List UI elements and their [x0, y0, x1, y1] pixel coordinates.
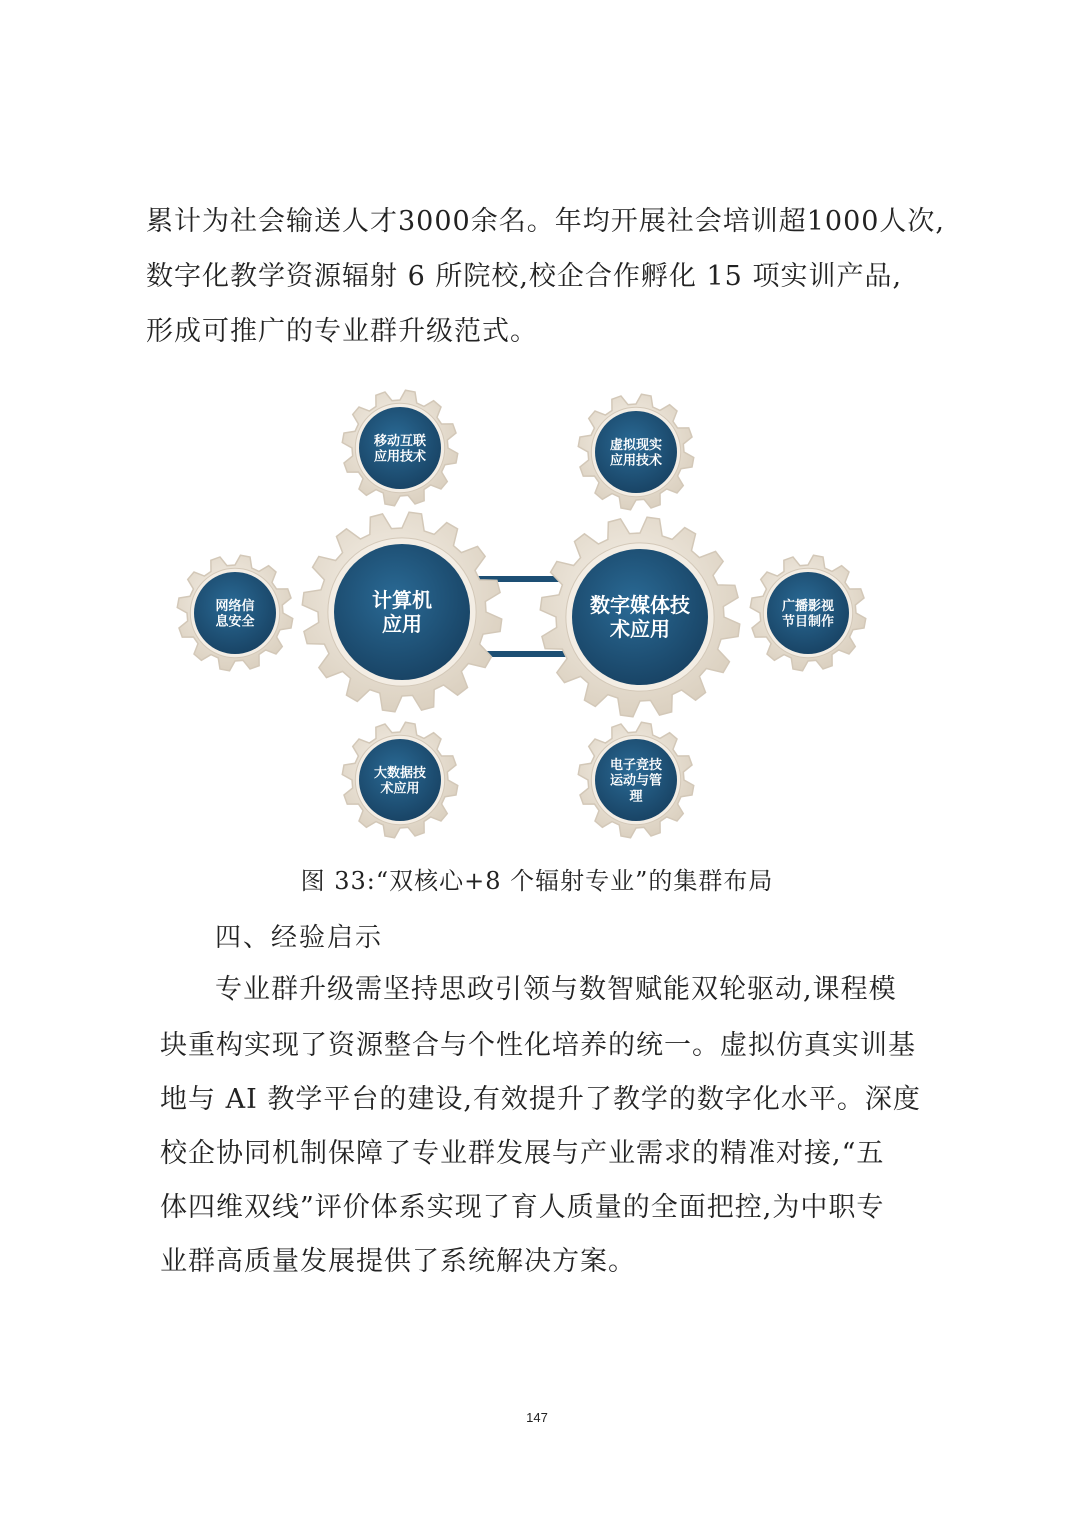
page-number: 147 [526, 1410, 548, 1425]
gear-network-security [177, 555, 292, 670]
gear-broadcast-film-label-line: 节目制作 [781, 614, 835, 630]
gear-mobile-internet [342, 390, 457, 505]
gear-core-computer-label-line: 计算机 [372, 588, 432, 613]
conclusion-line-6: 业群高质量发展提供了系统解决方案。 [160, 1246, 636, 1277]
gear-esports-label-line: 理 [629, 789, 643, 805]
gear-broadcast-film-label-line: 广播影视 [781, 598, 835, 614]
gear-virtual-reality-label-line: 应用技术 [609, 453, 663, 469]
gear-esports-label-line: 运动与管 [609, 773, 663, 789]
gear-virtual-reality [578, 394, 693, 509]
gear-mobile-internet-label-line: 移动互联 [373, 433, 427, 449]
gear-virtual-reality-label-line: 虚拟现实 [609, 437, 663, 453]
gear-esports [578, 722, 693, 837]
gear-esports-label-line: 电子竞技 [609, 758, 663, 774]
intro-line-3: 形成可推广的专业群升级范式。 [146, 316, 538, 347]
gear-big-data [342, 722, 457, 837]
gear-network-security-label-line: 息安全 [215, 614, 255, 630]
intro-line-2: 数字化教学资源辐射 6 所院校,校企合作孵化 15 项实训产品, [146, 261, 903, 292]
conclusion-line-4: 校企协同机制保障了专业群发展与产业需求的精准对接,“五 [160, 1138, 885, 1169]
gear-core-computer-label-line: 应用 [382, 612, 422, 637]
gear-big-data-label-line: 大数据技 [373, 765, 427, 781]
conclusion-line-5: 体四维双线”评价体系实现了育人质量的全面把控,为中职专 [160, 1192, 885, 1223]
gear-core-digital-media-label-line: 数字媒体技 [590, 593, 690, 618]
gear-core-digital-media-label-line: 术应用 [610, 617, 670, 642]
conclusion-line-3: 地与 AI 教学平台的建设,有效提升了教学的数字化水平。深度 [160, 1084, 921, 1115]
figure-caption: 图 33:“双核心+8 个辐射专业”的集群布局 [300, 867, 774, 895]
section-heading: 四、经验启示 [215, 923, 384, 953]
gear-core-computer [302, 512, 502, 712]
gear-network-security-label-line: 网络信 [215, 598, 255, 614]
gear-mobile-internet-label-line: 应用技术 [373, 449, 427, 465]
conclusion-line-1: 专业群升级需坚持思政引领与数智赋能双轮驱动,课程模 [215, 974, 897, 1005]
conclusion-line-2: 块重构实现了资源整合与个性化培养的统一。虚拟仿真实训基 [160, 1030, 916, 1061]
gear-broadcast-film [750, 555, 865, 670]
gear-big-data-label-line: 术应用 [380, 781, 420, 797]
gear-core-digital-media [540, 517, 740, 717]
intro-line-1: 累计为社会输送人才3000余名。年均开展社会培训超1000人次, [146, 206, 946, 237]
gear-cluster-diagram [0, 385, 1074, 855]
